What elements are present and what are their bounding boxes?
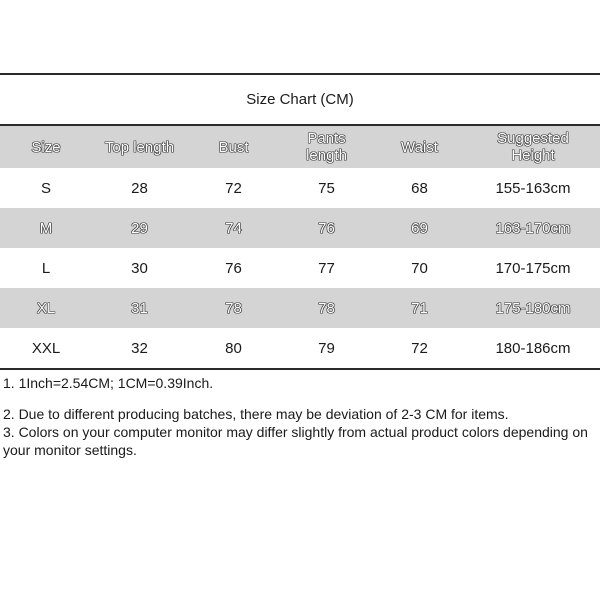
cell-waist: 71 bbox=[411, 299, 428, 317]
cell-top-length: 31 bbox=[131, 299, 148, 317]
cell-bust: 80 bbox=[225, 339, 242, 357]
cell-waist: 68 bbox=[411, 179, 428, 197]
cell-pants-length: 75 bbox=[318, 179, 335, 197]
bottom-rule bbox=[0, 368, 600, 370]
table-row bbox=[0, 208, 600, 248]
cell-bust: 78 bbox=[225, 299, 242, 317]
cell-suggested-height: 175-180cm bbox=[495, 299, 571, 317]
cell-suggested-height: 180-186cm bbox=[495, 339, 571, 357]
cell-top-length: 29 bbox=[131, 219, 148, 237]
table-row bbox=[0, 288, 600, 328]
header-bust: Bust bbox=[218, 138, 249, 156]
cell-waist: 69 bbox=[411, 219, 428, 237]
header-row bbox=[0, 126, 600, 168]
header-waist: Waist bbox=[401, 138, 438, 156]
table-row bbox=[0, 168, 600, 208]
cell-bust: 74 bbox=[225, 219, 242, 237]
header-suggested-height: Suggested Height bbox=[497, 130, 569, 164]
note-colors: 3. Colors on your computer monitor may differ slightly from actual product colors depending on your monitor settings. bbox=[3, 424, 588, 458]
header-pants-length: Pants length bbox=[306, 130, 347, 164]
table-row bbox=[0, 248, 600, 288]
cell-size: L bbox=[41, 259, 51, 277]
cell-suggested-height: 170-175cm bbox=[495, 259, 571, 277]
cell-size: XL bbox=[36, 299, 56, 317]
cell-top-length: 32 bbox=[131, 339, 148, 357]
cell-top-length: 28 bbox=[131, 179, 148, 197]
cell-size: S bbox=[40, 179, 51, 197]
cell-top-length: 30 bbox=[131, 259, 148, 277]
cell-bust: 76 bbox=[225, 259, 242, 277]
chart-title: Size Chart (CM) bbox=[246, 91, 354, 108]
cell-pants-length: 78 bbox=[318, 299, 335, 317]
cell-suggested-height: 163-170cm bbox=[495, 219, 571, 237]
cell-suggested-height: 155-163cm bbox=[495, 179, 571, 197]
cell-pants-length: 76 bbox=[318, 219, 335, 237]
header-size: Size bbox=[31, 138, 61, 156]
cell-waist: 70 bbox=[411, 259, 428, 277]
notes bbox=[3, 374, 597, 459]
header-top-length: Top length bbox=[104, 138, 175, 156]
cell-pants-length: 79 bbox=[318, 339, 335, 357]
table-row bbox=[0, 328, 600, 368]
size-chart bbox=[0, 73, 600, 370]
cell-size: M bbox=[39, 219, 53, 237]
cell-pants-length: 77 bbox=[318, 259, 335, 277]
note-deviation: 2. Due to different producing batches, there may be deviation of 2-3 CM for items. bbox=[3, 406, 509, 422]
cell-bust: 72 bbox=[225, 179, 242, 197]
note-conversion: 1. 1Inch=2.54CM; 1CM=0.39Inch. bbox=[3, 375, 214, 391]
cell-waist: 72 bbox=[411, 339, 428, 357]
cell-size: XXL bbox=[31, 339, 61, 357]
